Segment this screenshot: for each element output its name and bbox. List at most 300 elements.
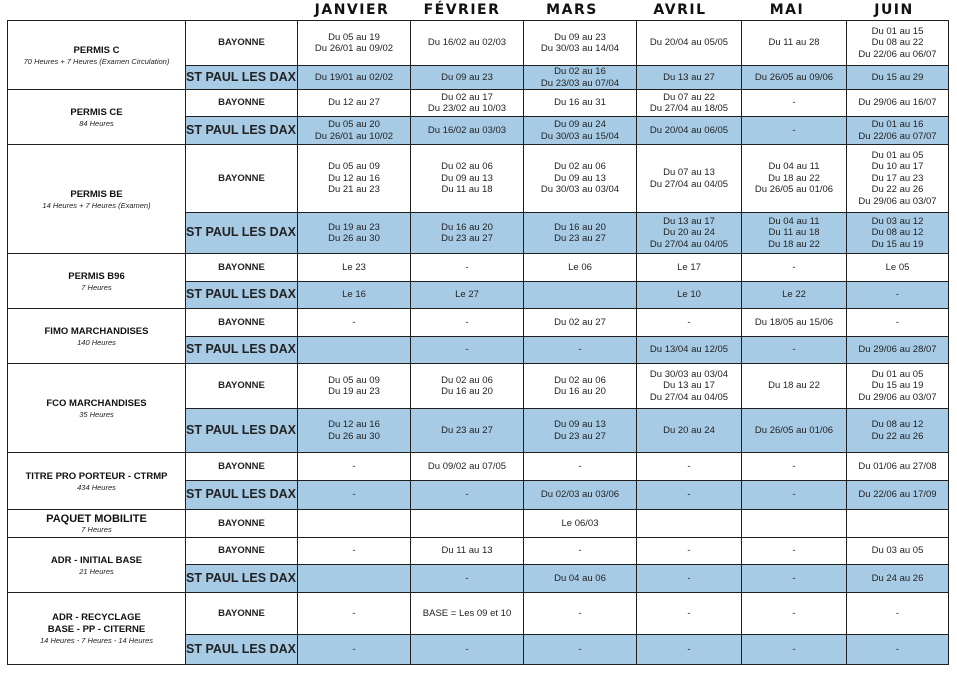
session-cell-janvier: [298, 635, 411, 665]
course-duration: 434 Heures: [77, 482, 116, 492]
session-date: Du 17 au 23: [871, 172, 924, 184]
session-cell-janvier: [298, 90, 411, 117]
session-cell-janvier: [298, 565, 411, 593]
session-date: -: [352, 643, 356, 655]
session-date: -: [687, 643, 691, 655]
session-cell-juin: [847, 565, 949, 593]
session-cell-mai: [742, 453, 847, 481]
session-cell-avril: [637, 593, 742, 635]
location-bayonne: BAYONNE: [186, 593, 298, 635]
session-date: Du 02 au 17: [441, 91, 493, 103]
course-fco-marchandises: [8, 364, 186, 453]
session-date: -: [465, 643, 469, 655]
session-date: Du 26/05 au 01/06: [754, 184, 834, 196]
course-title: ADR - RECYCLAGE: [52, 612, 141, 623]
table-row: [8, 254, 949, 282]
course-title: PAQUET MOBILITE: [46, 513, 147, 525]
session-cell-mai: [742, 337, 847, 364]
session-date: Du 22/06 au 06/07: [858, 48, 937, 60]
session-cell-janvier: [298, 337, 411, 364]
session-date: Du 30/03 au 15/04: [540, 130, 620, 142]
session-date: -: [792, 124, 796, 136]
session-cell-janvier: [298, 453, 411, 481]
schedule-table: [7, 20, 949, 665]
table-row: [8, 364, 949, 409]
session-cell-mai: [742, 213, 847, 254]
session-cell-janvier: [298, 309, 411, 337]
session-date: Du 19 au 23: [328, 386, 380, 397]
session-date: -: [792, 572, 796, 584]
session-date: -: [792, 460, 796, 472]
session-date: Du 15 au 29: [871, 71, 924, 83]
course-permis-be: [8, 145, 186, 254]
table-row: [8, 90, 949, 117]
session-date: -: [792, 97, 796, 109]
session-cell-avril: [637, 90, 742, 117]
session-cell-fevrier: [411, 66, 524, 90]
session-date: -: [578, 545, 582, 557]
session-cell-janvier: [298, 254, 411, 282]
session-cell-mai: [742, 510, 847, 538]
session-cell-avril: [637, 66, 742, 90]
session-date: Du 02 au 06: [441, 161, 493, 173]
session-date: Du 26/01 au 09/02: [314, 43, 394, 54]
session-date: -: [352, 316, 356, 328]
session-date: -: [687, 316, 691, 328]
session-date: Du 16 au 20: [441, 386, 493, 397]
session-cell-juin: [847, 593, 949, 635]
course-paquet-mobilite: [8, 510, 186, 538]
session-date: Du 05 au 19: [328, 31, 380, 43]
course-duration: 7 Heures: [81, 282, 112, 292]
session-date: -: [792, 545, 796, 557]
course-duration: 140 Heures: [77, 337, 116, 347]
table-row: [8, 510, 949, 538]
session-date: -: [895, 643, 900, 655]
session-cell-fevrier: [411, 565, 524, 593]
location-bayonne: BAYONNE: [186, 309, 298, 337]
session-cell-avril: [637, 409, 742, 453]
session-cell-fevrier: [411, 309, 524, 337]
session-cell-mai: [742, 254, 847, 282]
course-titre-pro-porteur-ctrmp: [8, 453, 186, 510]
session-date: Du 09 au 13: [441, 172, 493, 184]
session-cell-juin: [847, 635, 949, 665]
session-date: Du 23 au 27: [441, 424, 493, 436]
session-cell-fevrier: [411, 213, 524, 254]
session-date: Le 23: [342, 261, 366, 273]
session-date: Du 16 au 20: [554, 386, 606, 397]
session-cell-avril: [637, 21, 742, 66]
session-date: BASE = Les 09 et 10: [422, 607, 512, 619]
session-cell-mai: [742, 21, 847, 66]
session-cell-mai: [742, 117, 847, 145]
session-date: Du 11 au 18: [768, 227, 820, 239]
session-cell-mai: [742, 409, 847, 453]
session-date: -: [792, 489, 796, 501]
location-bayonne: BAYONNE: [186, 145, 298, 213]
session-date: Du 15 au 19: [871, 238, 924, 250]
session-date: Du 23/03 au 07/04: [540, 77, 620, 89]
session-date: Du 23 au 27: [441, 233, 493, 244]
session-date: Du 19/01 au 02/02: [314, 71, 394, 83]
session-date: -: [687, 572, 691, 584]
session-date: Du 27/04 au 04/05: [649, 238, 729, 250]
session-date: Du 24 au 26: [871, 572, 924, 584]
session-date: Du 26 au 30: [328, 233, 380, 244]
session-cell-janvier: [298, 593, 411, 635]
location-st-paul-les-dax: ST PAUL LES DAX: [186, 117, 298, 145]
session-date: Du 09 au 23: [554, 31, 606, 43]
session-date: Du 04 au 11: [768, 161, 820, 173]
session-date: Le 17: [677, 261, 701, 273]
session-cell-juin: [847, 66, 949, 90]
session-date: Du 16 au 31: [554, 97, 606, 109]
session-date: Du 16/02 au 02/03: [427, 37, 507, 49]
session-date: Du 03 au 05: [871, 545, 924, 557]
session-cell-avril: [637, 337, 742, 364]
course-title: PERMIS B96: [68, 270, 125, 282]
session-date: Du 02 au 06: [554, 161, 606, 173]
session-date: Du 07 au 22: [663, 91, 715, 103]
session-date: Du 03 au 12: [871, 215, 924, 227]
session-date: Le 06/03: [561, 517, 599, 529]
session-cell-fevrier: [411, 254, 524, 282]
session-date: Du 27/04 au 18/05: [649, 103, 729, 114]
session-date: Du 11 au 18: [441, 184, 493, 196]
session-date: Du 18 au 22: [768, 238, 820, 250]
session-date: Du 09 au 13: [554, 172, 606, 184]
session-cell-avril: [637, 145, 742, 213]
location-bayonne: BAYONNE: [186, 254, 298, 282]
session-date: Du 09 au 23: [441, 71, 493, 83]
session-cell-fevrier: [411, 21, 524, 66]
session-cell-mai: [742, 66, 847, 90]
session-date: Du 05 au 09: [328, 374, 380, 386]
session-cell-janvier: [298, 145, 411, 213]
session-cell-janvier: [298, 538, 411, 565]
session-cell-mai: [742, 145, 847, 213]
session-date: -: [465, 572, 469, 584]
course-title: FIMO MARCHANDISES: [44, 325, 149, 337]
session-date: Le 27: [455, 289, 479, 301]
session-cell-fevrier: [411, 453, 524, 481]
location-bayonne: BAYONNE: [186, 510, 298, 538]
session-date: -: [792, 607, 796, 619]
session-cell-fevrier: [411, 145, 524, 213]
course-title: BASE - PP - CITERNE: [47, 624, 146, 635]
table-row: [8, 21, 949, 66]
session-date: -: [578, 344, 582, 356]
course-title: ADR - INITIAL BASE: [50, 554, 143, 566]
session-cell-mars: [524, 364, 637, 409]
session-cell-janvier: [298, 117, 411, 145]
session-date: -: [792, 261, 796, 273]
session-date: Du 08 au 22: [871, 37, 924, 49]
session-date: Du 16 au 20: [554, 221, 606, 233]
month-header: [297, 0, 947, 20]
location-st-paul-les-dax: ST PAUL LES DAX: [186, 409, 298, 453]
session-date: Du 20 au 24: [663, 424, 715, 436]
session-cell-fevrier: [411, 117, 524, 145]
session-date: Du 11 au 13: [441, 545, 493, 557]
session-cell-fevrier: [411, 635, 524, 665]
session-cell-avril: [637, 453, 742, 481]
session-cell-mai: [742, 593, 847, 635]
session-cell-juin: [847, 364, 949, 409]
table-row: [8, 538, 949, 565]
month-header-janvier: JANVIER: [314, 2, 390, 18]
session-date: Du 27/04 au 04/05: [649, 178, 729, 190]
session-cell-juin: [847, 254, 949, 282]
session-date: Du 23 au 27: [554, 430, 606, 442]
session-cell-mars: [524, 337, 637, 364]
course-duration: 84 Heures: [79, 118, 114, 128]
session-date: Du 26/05 au 01/06: [754, 424, 834, 436]
session-date: Du 12 au 27: [328, 97, 380, 109]
session-date: Du 13 au 27: [663, 71, 715, 83]
session-cell-fevrier: [411, 481, 524, 510]
session-date: Du 30/03 au 03/04: [649, 368, 729, 380]
month-header-mai: MAI: [769, 2, 805, 18]
session-cell-avril: [637, 481, 742, 510]
session-cell-janvier: [298, 213, 411, 254]
session-date: Du 12 au 16: [328, 419, 380, 430]
session-cell-juin: [847, 21, 949, 66]
session-cell-juin: [847, 309, 949, 337]
session-date: Du 02 au 06: [554, 374, 606, 386]
session-date: Le 06: [568, 261, 592, 273]
session-cell-avril: [637, 510, 742, 538]
session-date: Du 05 au 20: [328, 119, 380, 130]
session-date: Du 12 au 16: [328, 172, 380, 184]
location-st-paul-les-dax: ST PAUL LES DAX: [186, 66, 298, 90]
session-date: Du 07 au 13: [663, 167, 715, 178]
session-date: -: [352, 460, 356, 472]
session-date: Du 02 au 06: [441, 374, 493, 386]
session-date: -: [465, 261, 469, 273]
session-date: -: [687, 489, 691, 501]
session-date: Du 18/05 au 15/06: [754, 316, 834, 328]
session-cell-mai: [742, 565, 847, 593]
session-date: -: [792, 344, 796, 356]
location-st-paul-les-dax: ST PAUL LES DAX: [186, 213, 298, 254]
course-duration: 14 Heures - 7 Heures - 14 Heures: [40, 636, 153, 645]
session-cell-mai: [742, 635, 847, 665]
session-date: Du 22/06 au 07/07: [858, 130, 937, 142]
course-permis-c: [8, 21, 186, 90]
session-cell-mars: [524, 309, 637, 337]
session-cell-fevrier: [411, 409, 524, 453]
session-cell-mars: [524, 282, 637, 309]
session-cell-mars: [524, 145, 637, 213]
location-bayonne: BAYONNE: [186, 21, 298, 66]
session-date: -: [465, 344, 469, 356]
session-date: -: [465, 316, 469, 328]
table-row: [8, 593, 949, 635]
session-cell-juin: [847, 213, 949, 254]
month-header-fevrier: FÉVRIER: [423, 2, 501, 18]
session-date: Du 16/02 au 03/03: [427, 124, 507, 136]
session-cell-mars: [524, 254, 637, 282]
month-header-juin: JUIN: [874, 2, 914, 18]
session-date: Le 05: [885, 261, 910, 273]
session-date: Du 23 au 27: [554, 233, 606, 244]
session-cell-juin: [847, 481, 949, 510]
session-date: Du 09 au 24: [554, 119, 606, 130]
session-date: -: [465, 489, 469, 501]
session-date: -: [687, 460, 691, 472]
course-adr-recyclage: [8, 593, 186, 665]
course-permis-b96: [8, 254, 186, 309]
session-cell-juin: [847, 90, 949, 117]
session-date: -: [792, 643, 796, 655]
session-cell-janvier: [298, 510, 411, 538]
session-cell-mai: [742, 364, 847, 409]
location-st-paul-les-dax: ST PAUL LES DAX: [186, 481, 298, 510]
session-date: Du 15 au 19: [871, 380, 924, 392]
session-cell-fevrier: [411, 593, 524, 635]
session-date: Du 22 au 26: [871, 184, 924, 196]
location-st-paul-les-dax: ST PAUL LES DAX: [186, 635, 298, 665]
course-permis-ce: [8, 90, 186, 145]
session-date: -: [352, 489, 356, 501]
session-cell-janvier: [298, 409, 411, 453]
session-date: -: [578, 460, 582, 472]
session-cell-avril: [637, 282, 742, 309]
session-cell-mars: [524, 213, 637, 254]
session-date: Du 09/02 au 07/05: [427, 460, 507, 472]
session-date: -: [895, 289, 900, 301]
session-date: Du 22/06 au 17/09: [858, 489, 937, 501]
session-cell-avril: [637, 364, 742, 409]
table-row: [8, 145, 949, 213]
session-date: Du 13/04 au 12/05: [649, 344, 729, 356]
session-cell-avril: [637, 538, 742, 565]
session-cell-mars: [524, 481, 637, 510]
session-date: Du 20 au 24: [663, 227, 715, 239]
session-date: Du 13 au 17: [663, 215, 715, 227]
session-date: Du 04 au 11: [768, 215, 820, 227]
session-cell-juin: [847, 282, 949, 309]
course-duration: 70 Heures + 7 Heures (Examen Circulation): [23, 56, 170, 66]
course-title: PERMIS BE: [70, 188, 123, 200]
session-date: Du 18 au 22: [768, 380, 820, 392]
session-date: -: [895, 316, 900, 328]
session-date: Du 01 au 15: [871, 25, 924, 37]
session-date: Du 02 au 27: [554, 316, 606, 328]
location-bayonne: BAYONNE: [186, 364, 298, 409]
session-date: -: [687, 545, 691, 557]
session-date: -: [687, 607, 691, 619]
course-duration: 7 Heures: [81, 525, 112, 534]
course-title: PERMIS CE: [70, 106, 123, 118]
course-title: TITRE PRO PORTEUR - CTRMP: [25, 470, 168, 482]
session-cell-avril: [637, 117, 742, 145]
session-date: Du 23/02 au 10/03: [427, 103, 507, 114]
location-bayonne: BAYONNE: [186, 90, 298, 117]
session-cell-mars: [524, 565, 637, 593]
session-cell-janvier: [298, 481, 411, 510]
session-date: Du 29/06 au 03/07: [858, 391, 937, 403]
session-date: Du 01 au 05: [871, 149, 924, 161]
session-date: Du 11 au 28: [768, 37, 820, 49]
session-date: -: [352, 545, 356, 557]
location-st-paul-les-dax: ST PAUL LES DAX: [186, 282, 298, 309]
session-date: Du 05 au 09: [328, 161, 380, 173]
month-header-avril: AVRIL: [653, 2, 707, 18]
session-date: Du 27/04 au 04/05: [649, 391, 729, 403]
course-duration: 14 Heures + 7 Heures (Examen): [42, 200, 151, 210]
session-date: Du 02 au 16: [554, 66, 606, 77]
session-date: Du 01 au 05: [871, 368, 924, 380]
session-cell-fevrier: [411, 364, 524, 409]
session-date: Du 30/03 au 03/04: [540, 184, 620, 196]
session-cell-mai: [742, 309, 847, 337]
session-date: Du 30/03 au 14/04: [540, 43, 620, 54]
session-cell-janvier: [298, 21, 411, 66]
session-cell-mai: [742, 90, 847, 117]
session-cell-mars: [524, 66, 637, 90]
session-date: Du 10 au 17: [871, 161, 924, 173]
location-st-paul-les-dax: ST PAUL LES DAX: [186, 565, 298, 593]
session-date: Du 02/03 au 03/06: [540, 489, 620, 501]
session-date: Du 20/04 au 05/05: [649, 37, 729, 49]
session-date: Du 08 au 12: [871, 419, 924, 430]
course-duration: 35 Heures: [79, 409, 114, 419]
course-title: FCO MARCHANDISES: [46, 397, 147, 409]
session-cell-janvier: [298, 364, 411, 409]
session-cell-juin: [847, 145, 949, 213]
location-st-paul-les-dax: ST PAUL LES DAX: [186, 337, 298, 364]
session-cell-mars: [524, 538, 637, 565]
session-date: Du 26 au 30: [328, 430, 380, 442]
session-date: Du 21 au 23: [328, 184, 380, 196]
session-date: -: [895, 607, 900, 619]
session-date: Du 29/06 au 16/07: [858, 97, 937, 109]
session-date: Du 01 au 16: [871, 119, 924, 130]
session-cell-juin: [847, 337, 949, 364]
course-adr-initial-base: [8, 538, 186, 593]
session-date: Du 18 au 22: [768, 172, 820, 184]
session-cell-avril: [637, 635, 742, 665]
session-cell-fevrier: [411, 510, 524, 538]
session-cell-janvier: [298, 282, 411, 309]
session-cell-mars: [524, 90, 637, 117]
session-cell-fevrier: [411, 538, 524, 565]
session-cell-mars: [524, 117, 637, 145]
session-date: Le 16: [342, 289, 366, 301]
session-cell-juin: [847, 538, 949, 565]
session-date: Du 29/06 au 28/07: [858, 344, 937, 356]
session-date: Du 04 au 06: [554, 572, 606, 584]
session-cell-mars: [524, 409, 637, 453]
session-cell-fevrier: [411, 90, 524, 117]
session-cell-mars: [524, 21, 637, 66]
course-title: PERMIS C: [73, 44, 120, 56]
session-date: -: [352, 607, 356, 619]
session-date: -: [578, 607, 582, 619]
session-date: Du 16 au 20: [441, 221, 493, 233]
session-date: Du 09 au 13: [554, 419, 606, 430]
course-duration: 21 Heures: [79, 566, 114, 576]
session-cell-juin: [847, 510, 949, 538]
session-cell-fevrier: [411, 337, 524, 364]
session-date: -: [578, 643, 582, 655]
table-row: [8, 453, 949, 481]
session-cell-avril: [637, 213, 742, 254]
session-cell-fevrier: [411, 282, 524, 309]
